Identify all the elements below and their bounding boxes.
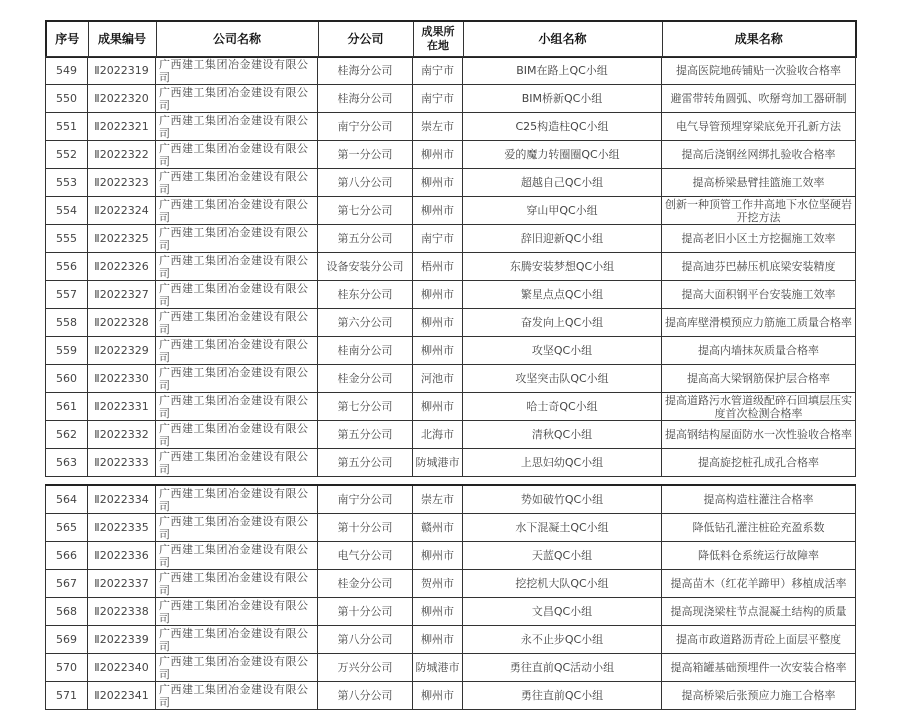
cell-code: Ⅱ2022326 xyxy=(88,253,156,281)
cell-index: 568 xyxy=(46,598,88,626)
cell-group: 水下混凝土QC小组 xyxy=(463,514,662,542)
cell-achievement: 降低钻孔灌注桩砼充盈系数 xyxy=(662,514,856,542)
cell-index: 550 xyxy=(46,85,88,113)
cell-index: 563 xyxy=(46,449,88,477)
cell-group: BIM桥新QC小组 xyxy=(463,85,662,113)
results-table-part1 xyxy=(45,56,856,477)
cell-branch: 第八分公司 xyxy=(318,169,413,197)
cell-company: 广西建工集团冶金建设有限公司 xyxy=(156,570,318,598)
cell-index: 570 xyxy=(46,654,88,682)
table-row xyxy=(46,654,856,682)
cell-location: 柳州市 xyxy=(413,598,463,626)
cell-company: 广西建工集团冶金建设有限公司 xyxy=(156,626,318,654)
cell-code: Ⅱ2022334 xyxy=(88,485,156,514)
cell-achievement: 提高现浇梁柱节点混凝土结构的质量 xyxy=(662,598,856,626)
table-row xyxy=(46,514,856,542)
cell-index: 567 xyxy=(46,570,88,598)
cell-group: 攻坚突击队QC小组 xyxy=(463,365,662,393)
cell-code: Ⅱ2022341 xyxy=(88,682,156,710)
cell-location: 河池市 xyxy=(413,365,463,393)
cell-branch: 第八分公司 xyxy=(318,626,413,654)
cell-branch: 第五分公司 xyxy=(318,225,413,253)
cell-achievement: 提高迪芬巴赫压机底梁安装精度 xyxy=(662,253,856,281)
cell-location: 防城港市 xyxy=(413,654,463,682)
cell-achievement: 提高桥梁悬臂挂篮施工效率 xyxy=(662,169,856,197)
cell-index: 549 xyxy=(46,57,88,85)
cell-company: 广西建工集团冶金建设有限公司 xyxy=(156,449,318,477)
cell-group: 永不止步QC小组 xyxy=(463,626,662,654)
cell-company: 广西建工集团冶金建设有限公司 xyxy=(156,253,318,281)
cell-code: Ⅱ2022340 xyxy=(88,654,156,682)
table-header xyxy=(45,20,857,58)
table-row xyxy=(46,393,856,421)
cell-branch: 第十分公司 xyxy=(318,598,413,626)
header-index: 序号 xyxy=(46,21,88,57)
table-row xyxy=(46,337,856,365)
cell-branch: 万兴分公司 xyxy=(318,654,413,682)
cell-location: 柳州市 xyxy=(413,141,463,169)
cell-company: 广西建工集团冶金建设有限公司 xyxy=(156,485,318,514)
cell-achievement: 提高老旧小区土方挖掘施工效率 xyxy=(662,225,856,253)
table-row xyxy=(46,85,856,113)
cell-branch: 桂金分公司 xyxy=(318,570,413,598)
cell-group: 攻坚QC小组 xyxy=(463,337,662,365)
table-row xyxy=(46,281,856,309)
cell-achievement: 创新一种顶管工作井高地下水位坚硬岩开挖方法 xyxy=(662,197,856,225)
cell-achievement: 提高内墙抹灰质量合格率 xyxy=(662,337,856,365)
cell-achievement: 提高大面积钢平台安装施工效率 xyxy=(662,281,856,309)
cell-group: 穿山甲QC小组 xyxy=(463,197,662,225)
cell-company: 广西建工集团冶金建设有限公司 xyxy=(156,57,318,85)
cell-group: 爱的魔力转圈圈QC小组 xyxy=(463,141,662,169)
header-group: 小组名称 xyxy=(463,21,662,57)
cell-code: Ⅱ2022323 xyxy=(88,169,156,197)
cell-group: 奋发向上QC小组 xyxy=(463,309,662,337)
table-row xyxy=(46,113,856,141)
cell-group: 超越自己QC小组 xyxy=(463,169,662,197)
cell-achievement: 提高构造柱灌注合格率 xyxy=(662,485,856,514)
table-row xyxy=(46,197,856,225)
cell-location: 柳州市 xyxy=(413,626,463,654)
table-row xyxy=(46,598,856,626)
table-row xyxy=(46,682,856,710)
cell-code: Ⅱ2022337 xyxy=(88,570,156,598)
cell-branch: 第五分公司 xyxy=(318,449,413,477)
cell-group: 繁星点点QC小组 xyxy=(463,281,662,309)
cell-company: 广西建工集团冶金建设有限公司 xyxy=(156,542,318,570)
table-row xyxy=(46,421,856,449)
cell-code: Ⅱ2022339 xyxy=(88,626,156,654)
cell-code: Ⅱ2022338 xyxy=(88,598,156,626)
cell-code: Ⅱ2022330 xyxy=(88,365,156,393)
table-row xyxy=(46,570,856,598)
cell-index: 562 xyxy=(46,421,88,449)
cell-company: 广西建工集团冶金建设有限公司 xyxy=(156,141,318,169)
cell-index: 560 xyxy=(46,365,88,393)
cell-branch: 南宁分公司 xyxy=(318,485,413,514)
cell-company: 广西建工集团冶金建设有限公司 xyxy=(156,337,318,365)
cell-achievement: 降低料仓系统运行故障率 xyxy=(662,542,856,570)
cell-index: 564 xyxy=(46,485,88,514)
cell-branch: 第五分公司 xyxy=(318,421,413,449)
results-table-part2 xyxy=(45,484,856,710)
cell-index: 557 xyxy=(46,281,88,309)
cell-group: BIM在路上QC小组 xyxy=(463,57,662,85)
cell-location: 柳州市 xyxy=(413,281,463,309)
cell-code: Ⅱ2022336 xyxy=(88,542,156,570)
cell-company: 广西建工集团冶金建设有限公司 xyxy=(156,197,318,225)
cell-branch: 第十分公司 xyxy=(318,514,413,542)
cell-location: 赣州市 xyxy=(413,514,463,542)
cell-location: 梧州市 xyxy=(413,253,463,281)
cell-achievement: 电气导管预埋穿梁底免开孔新方法 xyxy=(662,113,856,141)
cell-company: 广西建工集团冶金建设有限公司 xyxy=(156,365,318,393)
cell-index: 571 xyxy=(46,682,88,710)
cell-index: 566 xyxy=(46,542,88,570)
cell-code: Ⅱ2022333 xyxy=(88,449,156,477)
header-branch: 分公司 xyxy=(318,21,413,57)
cell-location: 北海市 xyxy=(413,421,463,449)
cell-index: 555 xyxy=(46,225,88,253)
cell-code: Ⅱ2022329 xyxy=(88,337,156,365)
cell-location: 南宁市 xyxy=(413,225,463,253)
cell-code: Ⅱ2022328 xyxy=(88,309,156,337)
table-row xyxy=(46,141,856,169)
cell-group: 挖挖机大队QC小组 xyxy=(463,570,662,598)
cell-location: 柳州市 xyxy=(413,169,463,197)
cell-group: 天蓝QC小组 xyxy=(463,542,662,570)
cell-branch: 第七分公司 xyxy=(318,393,413,421)
cell-achievement: 提高桥梁后张预应力施工合格率 xyxy=(662,682,856,710)
cell-location: 柳州市 xyxy=(413,337,463,365)
cell-index: 558 xyxy=(46,309,88,337)
cell-location: 柳州市 xyxy=(413,197,463,225)
cell-location: 柳州市 xyxy=(413,309,463,337)
cell-achievement: 提高道路污水管道级配碎石回填层压实度首次检测合格率 xyxy=(662,393,856,421)
cell-index: 553 xyxy=(46,169,88,197)
cell-group: 文昌QC小组 xyxy=(463,598,662,626)
cell-location: 防城港市 xyxy=(413,449,463,477)
cell-achievement: 提高旋挖桩孔成孔合格率 xyxy=(662,449,856,477)
cell-achievement: 提高后浇钢丝网绑扎验收合格率 xyxy=(662,141,856,169)
cell-branch: 桂海分公司 xyxy=(318,85,413,113)
cell-index: 552 xyxy=(46,141,88,169)
table-row xyxy=(46,253,856,281)
cell-index: 565 xyxy=(46,514,88,542)
cell-achievement: 提高箱罐基础预埋件一次安装合格率 xyxy=(662,654,856,682)
cell-company: 广西建工集团冶金建设有限公司 xyxy=(156,309,318,337)
cell-index: 554 xyxy=(46,197,88,225)
table-row xyxy=(46,169,856,197)
cell-company: 广西建工集团冶金建设有限公司 xyxy=(156,421,318,449)
table-row xyxy=(46,449,856,477)
cell-branch: 桂东分公司 xyxy=(318,281,413,309)
cell-branch: 第六分公司 xyxy=(318,309,413,337)
table-row xyxy=(46,365,856,393)
cell-achievement: 提高市政道路沥青砼上面层平整度 xyxy=(662,626,856,654)
cell-branch: 第七分公司 xyxy=(318,197,413,225)
cell-group: 辞旧迎新QC小组 xyxy=(463,225,662,253)
cell-group: 势如破竹QC小组 xyxy=(463,485,662,514)
cell-code: Ⅱ2022332 xyxy=(88,421,156,449)
cell-location: 贺州市 xyxy=(413,570,463,598)
cell-code: Ⅱ2022322 xyxy=(88,141,156,169)
table-row xyxy=(46,309,856,337)
cell-branch: 桂南分公司 xyxy=(318,337,413,365)
cell-code: Ⅱ2022320 xyxy=(88,85,156,113)
cell-index: 556 xyxy=(46,253,88,281)
cell-achievement: 提高钢结构屋面防水一次性验收合格率 xyxy=(662,421,856,449)
header-achievement: 成果名称 xyxy=(662,21,856,57)
table-row xyxy=(46,626,856,654)
cell-location: 柳州市 xyxy=(413,393,463,421)
cell-achievement: 提高医院地砖铺贴一次验收合格率 xyxy=(662,57,856,85)
cell-group: C25构造柱QC小组 xyxy=(463,113,662,141)
cell-code: Ⅱ2022331 xyxy=(88,393,156,421)
header-company: 公司名称 xyxy=(156,21,318,57)
cell-group: 清秋QC小组 xyxy=(463,421,662,449)
cell-index: 569 xyxy=(46,626,88,654)
cell-group: 勇往直前QC小组 xyxy=(463,682,662,710)
cell-code: Ⅱ2022335 xyxy=(88,514,156,542)
cell-company: 广西建工集团冶金建设有限公司 xyxy=(156,654,318,682)
cell-achievement: 避雷带转角圆弧、吹掰弯加工器研制 xyxy=(662,85,856,113)
cell-code: Ⅱ2022321 xyxy=(88,113,156,141)
cell-index: 551 xyxy=(46,113,88,141)
cell-company: 广西建工集团冶金建设有限公司 xyxy=(156,514,318,542)
cell-company: 广西建工集团冶金建设有限公司 xyxy=(156,598,318,626)
cell-index: 559 xyxy=(46,337,88,365)
cell-location: 南宁市 xyxy=(413,57,463,85)
cell-code: Ⅱ2022324 xyxy=(88,197,156,225)
cell-achievement: 提高库壁滑模预应力筋施工质量合格率 xyxy=(662,309,856,337)
header-code: 成果编号 xyxy=(88,21,156,57)
cell-achievement: 提高高大梁钢筋保护层合格率 xyxy=(662,365,856,393)
cell-location: 崇左市 xyxy=(413,113,463,141)
cell-company: 广西建工集团冶金建设有限公司 xyxy=(156,393,318,421)
cell-group: 勇往直前QC活动小组 xyxy=(463,654,662,682)
cell-location: 崇左市 xyxy=(413,485,463,514)
cell-location: 南宁市 xyxy=(413,85,463,113)
table-row xyxy=(46,542,856,570)
table-row xyxy=(46,57,856,85)
cell-group: 东腾安装梦想QC小组 xyxy=(463,253,662,281)
cell-index: 561 xyxy=(46,393,88,421)
cell-branch: 第八分公司 xyxy=(318,682,413,710)
cell-company: 广西建工集团冶金建设有限公司 xyxy=(156,113,318,141)
header-location: 成果所在地 xyxy=(413,21,463,57)
cell-location: 柳州市 xyxy=(413,542,463,570)
cell-group: 哈士奇QC小组 xyxy=(463,393,662,421)
cell-company: 广西建工集团冶金建设有限公司 xyxy=(156,85,318,113)
cell-code: Ⅱ2022327 xyxy=(88,281,156,309)
cell-company: 广西建工集团冶金建设有限公司 xyxy=(156,281,318,309)
cell-branch: 设备安装分公司 xyxy=(318,253,413,281)
cell-branch: 电气分公司 xyxy=(318,542,413,570)
cell-branch: 桂金分公司 xyxy=(318,365,413,393)
cell-code: Ⅱ2022325 xyxy=(88,225,156,253)
table-row xyxy=(46,225,856,253)
cell-company: 广西建工集团冶金建设有限公司 xyxy=(156,225,318,253)
cell-company: 广西建工集团冶金建设有限公司 xyxy=(156,169,318,197)
cell-company: 广西建工集团冶金建设有限公司 xyxy=(156,682,318,710)
cell-location: 柳州市 xyxy=(413,682,463,710)
header-row xyxy=(46,21,856,57)
cell-achievement: 提高苗木（红花羊蹄甲）移植成活率 xyxy=(662,570,856,598)
cell-branch: 南宁分公司 xyxy=(318,113,413,141)
cell-branch: 桂海分公司 xyxy=(318,57,413,85)
cell-branch: 第一分公司 xyxy=(318,141,413,169)
cell-code: Ⅱ2022319 xyxy=(88,57,156,85)
table-row xyxy=(46,485,856,514)
cell-group: 上思妇幼QC小组 xyxy=(463,449,662,477)
